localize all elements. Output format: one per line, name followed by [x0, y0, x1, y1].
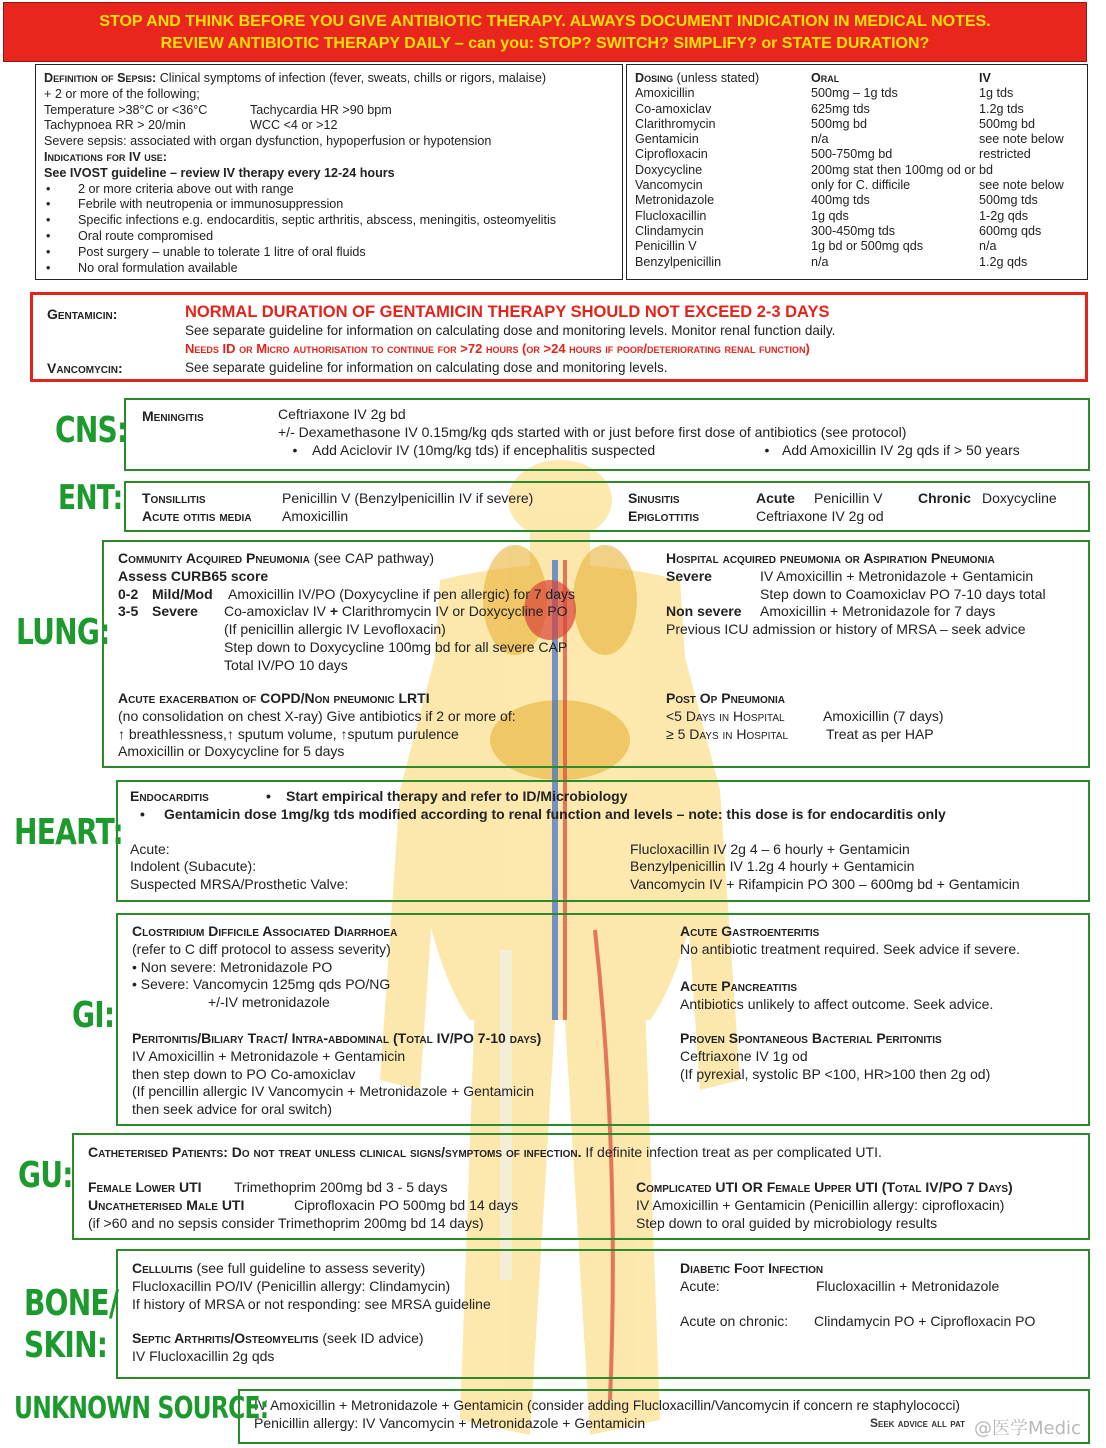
complicated-uti-line-2: Step down to oral guided by microbiology results: [636, 1214, 938, 1231]
cns-section: Meningitis Ceftriaxone IV 2g bd +/- Dexamethasone IV 0.15mg/kg qds started with or just before first dose of antibiotics (see protocol) • Add Aciclovir IV (10mg/kg tds) if encephalitis suspected • Add Amoxicillin IV 2g qds if > 50 years: [124, 398, 1090, 471]
pancreatitis-title: Acute Pancreatitis: [680, 978, 798, 994]
sinusitis-chronic-treatment: Doxycycline: [982, 490, 1057, 506]
iv-dose: see note below: [979, 132, 1064, 147]
complicated-uti-title: Complicated UTI OR Female Upper UTI (Total IV/PO 7 Days): [636, 1179, 1013, 1195]
dosing-header: [635, 71, 1079, 86]
list-item: • No oral formulation available: [44, 261, 614, 277]
list-item: • Specific infections e.g. endocarditis, septic arthritis, abscess, meningitis, osteomyelitis: [44, 213, 614, 229]
iv-dose: 500mg bd: [979, 116, 1036, 131]
endocarditis-empirical-note: Start empirical therapy and refer to ID/Microbiology: [286, 788, 628, 804]
iv-dose: n/a: [979, 239, 997, 254]
drug-name: Amoxicillin: [635, 86, 695, 101]
sepsis-definition-label: Definition of Sepsis:: [44, 71, 157, 85]
cellulitis-title: Cellulitis: [132, 1260, 193, 1276]
endocarditis-type: Suspected MRSA/Prosthetic Valve:: [130, 876, 349, 893]
criteria-wcc: WCC <4 or >12: [250, 118, 338, 133]
cap-severe-allergy: (If penicillin allergic IV Levofloxacin): [224, 621, 446, 638]
sepsis-criteria-grid: [44, 103, 614, 135]
curb-score-mild: 0-2: [118, 585, 139, 602]
amoxicillin-note: Add Amoxicillin IV 2g qds if > 50 years: [782, 441, 1020, 458]
unknown-source-line-2: Penicillin allergy: IV Vancomycin + Metronidazole + Gentamicin: [254, 1414, 646, 1431]
list-item: • Oral route compromised: [44, 229, 614, 245]
oral-dose: 300-450mg tds: [811, 223, 896, 238]
cellulitis-line-1: Flucloxacillin PO/IV (Penicillin allergy: Clindamycin): [132, 1277, 451, 1294]
oral-dose: 1g qds: [811, 208, 849, 223]
postop-long-stay-label: ≥ 5 Days in Hospital: [666, 725, 789, 742]
drug-name: Gentamicin: [635, 132, 699, 147]
section-label-unknown-source: UNKNOWN SOURCE:: [14, 1391, 269, 1426]
copd-line-2: ↑ breathlessness,↑ sputum volume, ↑sputum purulence: [118, 725, 459, 742]
oral-column-header: Oral: [811, 71, 840, 85]
drug-name: Clarithromycin: [635, 116, 716, 131]
diabetic-foot-treatment: Clindamycin PO + Ciprofloxacin PO: [814, 1312, 1036, 1329]
cap-step-down: Step down to Doxycycline 100mg bd for all severe CAP: [224, 638, 568, 655]
unknown-source-section: [238, 1389, 1090, 1444]
iv-dose: [979, 163, 1079, 178]
cellulitis-line-2: If history of MRSA or not responding: see MRSA guideline: [132, 1295, 491, 1312]
oral-dose: 200mg stat then 100mg od or bd: [811, 162, 994, 177]
otitis-media-title: Acute otitis media: [142, 508, 252, 524]
catheterised-title: Catheterised Patients: Do not treat unless clinical signs/symptoms of infection.: [88, 1144, 582, 1160]
drug-name: Penicillin V: [635, 239, 697, 254]
ent-section: [124, 481, 1090, 532]
copd-block: [118, 690, 658, 761]
epiglottitis-title: Epiglottitis: [628, 508, 700, 524]
cap-pathway-note: (see CAP pathway): [309, 550, 435, 566]
iv-column-header: IV: [979, 71, 991, 85]
curb65-heading: Assess CURB65 score: [118, 567, 269, 584]
section-label-bone: BONE/: [24, 1283, 119, 1324]
gastroenteritis-block: [680, 923, 1080, 959]
hap-severe-treatment: IV Amoxicillin + Metronidazole + Gentamicin: [760, 567, 1034, 584]
complicated-uti-block: [636, 1179, 1086, 1232]
table-row: [130, 876, 1076, 894]
cap-title: Community Acquired Pneumonia: [118, 550, 310, 566]
iv-dose: 500mg tds: [979, 193, 1038, 208]
heart-section: Endocarditis • Start empirical therapy and refer to ID/Microbiology • Gentamicin dose 1mg/kg tds modified according to renal function and levels – note: this dose is for endocarditis only Acute: Flucloxacillin IV 2g 4 – 6 hourly + Gentamicin Indolent (Subacute): Benzylpenicillin IV 1.2g 4 hourly + Gentamicin Suspected MRSA/Prosthetic Valve: Vancomycin IV + Rifampicin PO 300 – 600mg bd + Gentamicin: [116, 780, 1090, 902]
oral-dose: n/a: [811, 254, 829, 269]
copd-line-1: (no consolidation on chest X-ray) Give antibiotics if 2 or more of:: [118, 707, 516, 724]
peritonitis-line-1: IV Amoxicillin + Metronidazole + Gentamicin: [132, 1047, 406, 1064]
warning-banner: [3, 2, 1087, 62]
list-item: • 2 or more criteria above out with range: [44, 182, 614, 198]
epiglottitis-treatment: Ceftriaxone IV 2g od: [756, 508, 884, 524]
cdiff-block: [132, 923, 672, 1012]
sbp-block: [680, 1030, 1080, 1083]
table-row: [130, 841, 1076, 859]
cdiff-line-3: • Severe: Vancomycin 125mg qds PO/NG: [132, 976, 391, 993]
peritonitis-block: [132, 1030, 692, 1119]
cdiff-line-4: +/-IV metronidazole: [208, 994, 330, 1011]
sbp-line-1: Ceftriaxone IV 1g od: [680, 1047, 808, 1064]
iv-dose: 1-2g qds: [979, 208, 1029, 223]
postop-short-stay-treatment: Amoxicillin (7 days): [823, 707, 944, 724]
drug-name: Ciprofloxacin: [635, 147, 708, 162]
hap-severe-label: Severe: [666, 567, 712, 584]
table-row: [680, 1313, 1080, 1331]
section-label-gi: GI:: [72, 995, 115, 1036]
vancomycin-guideline-text: See separate guideline for information on calculating dose and monitoring levels.: [185, 359, 668, 375]
iv-dose: 1.2g qds: [979, 254, 1028, 269]
copd-line-3: Amoxicillin or Doxycycline for 5 days: [118, 743, 345, 760]
sinusitis-acute-treatment: Penicillin V: [814, 490, 883, 506]
diabetic-foot-treatment: Flucloxacillin + Metronidazole: [816, 1277, 1000, 1294]
dosing-heading: Dosing: [635, 71, 674, 85]
hap-nonsevere-treatment: Amoxicillin + Metronidazole for 7 days: [760, 603, 996, 620]
gentamicin-guideline-text: See separate guideline for information on calculating dose and monitoring levels. Monitor renal function daily.: [185, 322, 836, 338]
table-row: [130, 858, 1076, 876]
endocarditis-gentamicin-note: Gentamicin dose 1mg/kg tds modified according to renal function and levels – note: this dose is for endocarditis only: [164, 805, 946, 822]
postop-long-stay-treatment: Treat as per HAP: [826, 725, 934, 742]
oral-dose: 500mg – 1g tds: [811, 86, 898, 101]
banner-line-1: STOP AND THINK BEFORE YOU GIVE ANTIBIOTIC THERAPY. ALWAYS DOCUMENT INDICATION IN MEDICAL NOTES.: [99, 13, 991, 30]
sepsis-criteria-intro: + 2 or more of the following;: [44, 86, 200, 101]
table-row: [680, 1278, 1080, 1296]
oral-dose: 625mg tds: [811, 101, 870, 116]
cdiff-line-2: • Non severe: Metronidazole PO: [132, 958, 333, 975]
hap-title: Hospital acquired pneumonia or Aspiration Pneumonia: [666, 550, 995, 566]
cap-mild-treatment: Amoxicillin IV/PO (Doxycycline if pen allergic) for 7 days: [228, 585, 576, 602]
iv-dose: restricted: [979, 147, 1031, 162]
diabetic-foot-type: Acute on chronic:: [680, 1312, 789, 1329]
otitis-media-treatment: Amoxicillin: [282, 508, 349, 524]
cap-total-duration: Total IV/PO 10 days: [224, 656, 348, 673]
sinusitis-acute-label: Acute: [756, 490, 795, 506]
section-label-cns: CNS:: [55, 410, 128, 451]
sbp-line-2: (If pyrexial, systolic BP <100, HR>100 then 2g od): [680, 1065, 991, 1082]
oral-dose: 500mg bd: [811, 116, 868, 131]
criteria-temp: Temperature >38°C or <36°C: [44, 102, 208, 117]
male-uti-note: (if >60 and no sepsis consider Trimethoprim 200mg bd 14 days): [88, 1214, 484, 1231]
ivost-guideline: See IVOST guideline – review IV therapy every 12-24 hours: [44, 165, 395, 180]
gastroenteritis-title: Acute Gastroenteritis: [680, 923, 820, 939]
postop-title: Post Op Pneumonia: [666, 690, 786, 706]
iv-indications-list: [44, 182, 614, 277]
peritonitis-line-4: then seek advice for oral switch): [132, 1101, 332, 1118]
cap-block: Community Acquired Pneumonia (see CAP pathway) Assess CURB65 score 0-2 Mild/Mod Amoxicillin IV/PO (Doxycycline if pen allergic) for 7 days 3-5 Severe Co-amoxiclav IV + Clarithromycin IV or Doxycycline PO (If penicillin allergic IV Levofloxacin) Step down to Doxycycline 100mg bd for all severe CAP Total IV/PO 10 days: [118, 550, 658, 675]
catheterised-text: If definite infection treat as per complicated UTI.: [581, 1144, 882, 1160]
aciclovir-note: Add Aciclovir IV (10mg/kg tds) if encephalitis suspected: [312, 441, 656, 458]
section-label-heart: HEART:: [14, 812, 123, 853]
gentamicin-vancomycin-alert: [30, 292, 1088, 382]
drug-name: Metronidazole: [635, 193, 715, 208]
cellulitis-block: [132, 1260, 672, 1313]
list-item: • Post surgery – unable to tolerate 1 litre of oral fluids: [44, 245, 614, 261]
section-label-skin: SKIN:: [24, 1325, 108, 1366]
tonsillitis-title: Tonsillitis: [142, 490, 206, 506]
endocarditis-treatment: Benzylpenicillin IV 1.2g 4 hourly + Gentamicin: [630, 858, 915, 875]
section-label-ent: ENT:: [58, 478, 123, 518]
female-lower-uti-treatment: Trimethoprim 200mg bd 3 - 5 days: [234, 1179, 448, 1195]
criteria-hr: Tachycardia HR >90 bpm: [250, 102, 392, 117]
dosing-subheading: (unless stated): [673, 71, 760, 85]
male-uti-treatment: Ciprofloxacin PO 500mg bd 14 days: [294, 1196, 519, 1213]
septic-arthritis-line-1: IV Flucloxacillin 2g qds: [132, 1347, 275, 1364]
sepsis-definition-text: Clinical symptoms of infection (fever, sweats, chills or rigors, malaise): [156, 71, 547, 85]
gi-section: [116, 913, 1090, 1126]
vancomycin-label: Vancomycin:: [47, 360, 123, 376]
section-label-lung: LUNG:: [16, 612, 110, 653]
authorisation-warning: Needs ID or Micro authorisation to continue for >72 hours (or >24 hours if poor/deteriorating renal function): [185, 341, 810, 356]
meningitis-title: Meningitis: [142, 408, 204, 424]
endocarditis-treatment: Flucloxacillin IV 2g 4 – 6 hourly + Gentamicin: [630, 840, 910, 857]
severe-sepsis-text: Severe sepsis: associated with organ dysfunction, hypoperfusion or hypotension: [44, 134, 492, 149]
male-uti-title: Uncatheterised Male UTI: [88, 1196, 245, 1213]
septic-arthritis-title: Septic Arthritis/Osteomyelitis: [132, 1330, 319, 1346]
drug-name: Doxycycline: [635, 162, 703, 177]
peritonitis-line-3: (If pencillin allergic IV Vancomycin + Metronidazole + Gentamicin: [132, 1083, 535, 1100]
pancreatitis-text: Antibiotics unlikely to affect outcome. Seek advice.: [680, 995, 994, 1012]
drug-name: Clindamycin: [635, 223, 704, 238]
cdiff-title: Clostridium Difficile Associated Diarrhoea: [132, 923, 398, 939]
list-item: • Febrile with neutropenia or immunosuppression: [44, 197, 614, 213]
endocarditis-title: Endocarditis: [130, 788, 209, 804]
iv-dose: 1g tds: [979, 86, 1014, 101]
hap-step-down: Step down to Coamoxiclav PO 7-10 days total: [760, 585, 1046, 602]
iv-dose: 600mg qds: [979, 223, 1042, 238]
peritonitis-title: Peritonitis/Biliary Tract/ Intra-abdominal (Total IV/PO 7-10 days): [132, 1030, 542, 1046]
watermark-text: @医学Medic: [974, 1418, 1081, 1439]
drug-name: Co-amoxiclav: [635, 101, 712, 116]
criteria-rr: Tachypnoea RR > 20/min: [44, 118, 186, 133]
gastroenteritis-text: No antibiotic treatment required. Seek advice if severe.: [680, 940, 1021, 957]
hap-icu-note: Previous ICU admission or history of MRSA – seek advice: [666, 621, 1026, 638]
copd-title: Acute exacerbation of COPD/Non pneumonic LRTI: [118, 690, 430, 706]
cdiff-line-1: (refer to C diff protocol to assess severity): [132, 940, 391, 957]
diabetic-foot-title: Diabetic Foot Infection: [680, 1260, 824, 1276]
lung-section: [102, 540, 1090, 768]
diabetic-foot-block: [680, 1260, 1080, 1330]
septic-arthritis-block: [132, 1330, 672, 1366]
drug-name: Flucloxacillin: [635, 208, 707, 223]
cap-severe-treatment-a: Co-amoxiclav IV: [224, 603, 330, 620]
iv-dose: 1.2g tds: [979, 101, 1024, 116]
curb-score-severe: 3-5: [118, 603, 139, 620]
diabetic-foot-type: Acute:: [680, 1277, 720, 1294]
hap-block: [666, 550, 1076, 639]
hap-nonsevere-label: Non severe: [666, 603, 742, 620]
gentamicin-duration-warning: NORMAL DURATION OF GENTAMICIN THERAPY SHOULD NOT EXCEED 2-3 DAYS: [185, 303, 830, 321]
iv-dose: see note below: [979, 178, 1064, 193]
oral-dose: 400mg tds: [811, 193, 870, 208]
cellulitis-guideline-note: (see full guideline to assess severity): [192, 1260, 426, 1276]
banner-line-2: REVIEW ANTIBIOTIC THERAPY DAILY – can you: STOP? SWITCH? SIMPLIFY? or STATE DURATION?: [160, 35, 930, 52]
endocarditis-type: Acute:: [130, 840, 170, 857]
catheterised-note: [88, 1144, 882, 1162]
pancreatitis-block: [680, 978, 1080, 1014]
bone-skin-section: [116, 1249, 1090, 1379]
complicated-uti-line-1: IV Amoxicillin + Gentamicin (Penicillin allergy: ciprofloxacin): [636, 1196, 1005, 1213]
postop-block: [666, 690, 1076, 743]
oral-dose: 1g bd or 500mg qds: [811, 239, 924, 254]
oral-dose: 500-750mg bd: [811, 147, 893, 162]
iv-indications-heading: Indications for IV use:: [44, 149, 167, 164]
postop-short-stay-label: <5 Days in Hospital: [666, 707, 785, 724]
endocarditis-type: Indolent (Subacute):: [130, 858, 257, 875]
sepsis-definition: [44, 71, 614, 87]
uncomplicated-uti-block: [88, 1179, 628, 1232]
gu-section: [72, 1133, 1090, 1240]
sinusitis-title: Sinusitis: [628, 490, 680, 506]
endocarditis-treatment: Vancomycin IV + Rifampicin PO 300 – 600mg bd + Gentamicin: [630, 876, 1020, 893]
female-lower-uti-title: Female Lower UTI: [88, 1179, 202, 1195]
curb-mild-label: Mild/Mod: [152, 585, 213, 602]
dosing-table-body: [635, 86, 1079, 270]
dosing-panel: [626, 64, 1088, 280]
sbp-title: Proven Spontaneous Bacterial Peritonitis: [680, 1030, 942, 1046]
gentamicin-label: Gentamicin:: [47, 306, 118, 322]
tonsillitis-treatment: Penicillin V (Benzylpenicillin IV if severe): [282, 490, 534, 506]
meningitis-line-2: +/- Dexamethasone IV 0.15mg/kg qds started with or just before first dose of antibiotics (see protocol): [278, 423, 907, 440]
cap-severe-treatment-b: Clarithromycin IV or Doxycycline PO: [338, 603, 568, 620]
meningitis-line-1: Ceftriaxone IV 2g bd: [278, 406, 406, 422]
curb-severe-label: Severe: [152, 603, 198, 620]
unknown-source-line-1: IV Amoxicillin + Metronidazole + Gentamicin (consider adding Flucloxacillin/Vancomycin if concern re staphylococci): [254, 1398, 960, 1413]
oral-dose: only for C. difficile: [811, 178, 911, 193]
sepsis-panel: [35, 64, 623, 280]
peritonitis-line-2: then step down to PO Co-amoxiclav: [132, 1065, 356, 1082]
section-label-gu: GU:: [18, 1155, 73, 1196]
sinusitis-chronic-label: Chronic: [918, 490, 971, 506]
oral-dose: n/a: [811, 132, 829, 147]
seek-advice-note: Seek advice all pat: [870, 1415, 966, 1430]
drug-name: Benzylpenicillin: [635, 254, 722, 269]
septic-arthritis-advice: (seek ID advice): [318, 1330, 424, 1346]
drug-name: Vancomycin: [635, 178, 703, 193]
